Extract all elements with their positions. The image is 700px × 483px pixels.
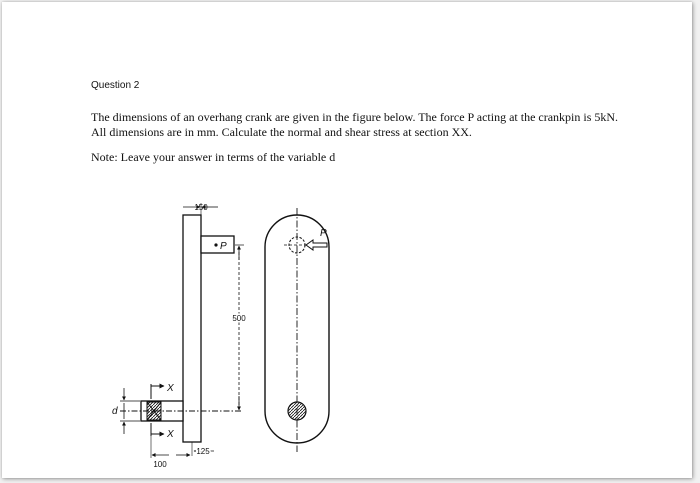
crank-arm — [183, 215, 201, 442]
shaft-circle — [288, 402, 306, 420]
force-label-front: P — [320, 228, 327, 239]
section-label-bottom: X — [167, 429, 174, 440]
force-point — [214, 243, 217, 246]
dim-500-label: 500 — [232, 314, 246, 323]
dim-150-label: 150 — [194, 203, 208, 212]
dim-100-label: 100 — [153, 460, 167, 469]
force-label-side: P — [220, 241, 227, 252]
question-label: Question 2 — [91, 80, 140, 91]
diameter-label: d — [112, 406, 118, 417]
dim-125-label: 125 — [196, 447, 210, 456]
section-label-top: X — [167, 383, 174, 394]
question-statement: The dimensions of an overhang crank are given in the figure below. The force P acting at the crankpin is 5kN. All dimensions are in mm. Calculate the normal and shear stress at section XX. — [91, 110, 619, 139]
question-note: Note: Leave your answer in terms of the variable d — [91, 150, 336, 164]
